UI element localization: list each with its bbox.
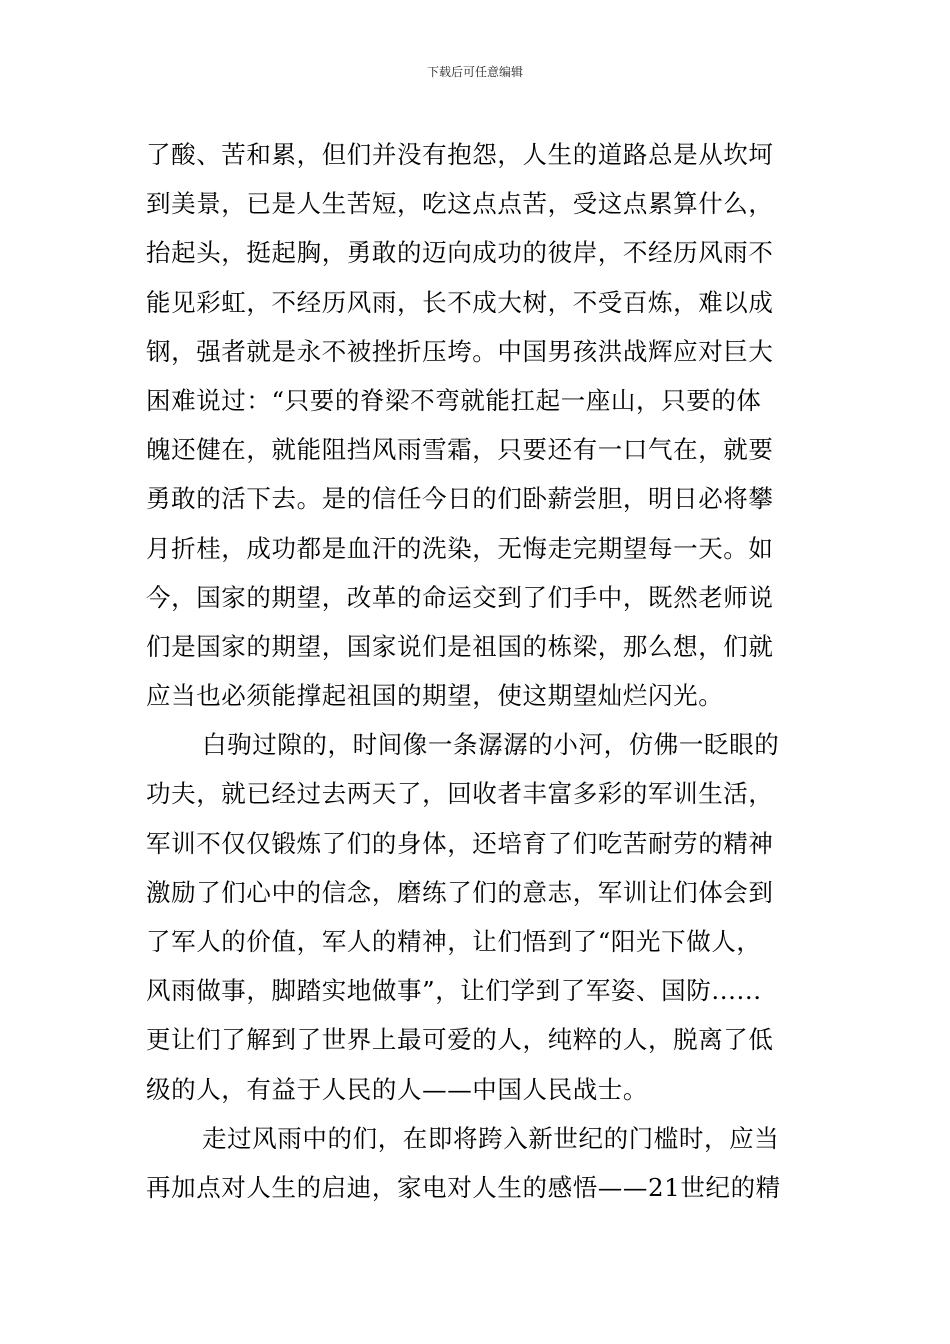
- text-line: 今，国家的期望，改革的命运交到了们手中，既然老师说: [146, 582, 774, 612]
- text-line: 应当也必须能撑起祖国的期望，使这期望灿烂闪光。: [146, 681, 724, 711]
- text-line: 勇敢的活下去。是的信任今日的们卧薪尝胆，明日必将攀: [146, 484, 774, 514]
- text-line: 能见彩虹，不经历风雨，长不成大树，不受百炼，难以成: [146, 287, 774, 317]
- text-line: 钢，强者就是永不被挫折压垮。中国男孩洪战辉应对巨大: [146, 336, 774, 366]
- text-line: 了军人的价值，军人的精神，让们悟到了“阳光下做人，: [146, 927, 762, 956]
- text-line: 再加点对人生的启迪，家电对人生的感悟——21世纪的精: [146, 1172, 781, 1202]
- paragraph-2: [146, 720, 811, 1114]
- document-body: [146, 130, 811, 1212]
- text-line: 激励了们心中的信念，磨练了们的意志，军训让们体会到: [146, 877, 774, 907]
- text-line: 功夫，就已经过去两天了，回收者丰富多彩的军训生活，: [146, 779, 774, 809]
- text-line: 月折桂，成功都是血汗的洗染，无悔走完期望每一天。如: [146, 533, 774, 563]
- paragraph-1: [146, 130, 811, 720]
- text-line: 走过风雨中的们，在即将跨入新世纪的门槛时，应当: [202, 1123, 780, 1153]
- text-line: 风雨做事，脚踏实地做事”，让们学到了军姿、国防......: [146, 976, 762, 1006]
- text-line: 到美景，已是人生苦短，吃这点点苦，受这点累算什么，: [146, 189, 774, 219]
- text-line: 困难说过：“只要的脊梁不弯就能扛起一座山，只要的体: [146, 385, 762, 415]
- text-line: 更让们了解到了世界上最可爱的人，纯粹的人，脱离了低: [146, 1025, 774, 1055]
- page-header: 下载后可任意编辑: [426, 65, 523, 79]
- text-line: 军训不仅仅锻炼了们的身体，还培育了们吃苦耐劳的精神: [146, 828, 774, 858]
- text-line: 白驹过隙的，时间像一条潺潺的小河，仿佛一眨眼的: [202, 730, 780, 760]
- text-line: 们是国家的期望，国家说们是祖国的栋梁，那么想，们就: [146, 631, 774, 661]
- text-line: 魄还健在，就能阻挡风雨雪霜，只要还有一口气在，就要: [146, 435, 774, 465]
- text-line: 级的人，有益于人民的人——中国人民战士。: [146, 1074, 648, 1104]
- text-line: 了酸、苦和累，但们并没有抱怨，人生的道路总是从坎坷: [146, 140, 774, 169]
- text-line: 抬起头，挺起胸，勇敢的迈向成功的彼岸，不经历风雨不: [146, 238, 774, 268]
- paragraph-3: [146, 1114, 811, 1212]
